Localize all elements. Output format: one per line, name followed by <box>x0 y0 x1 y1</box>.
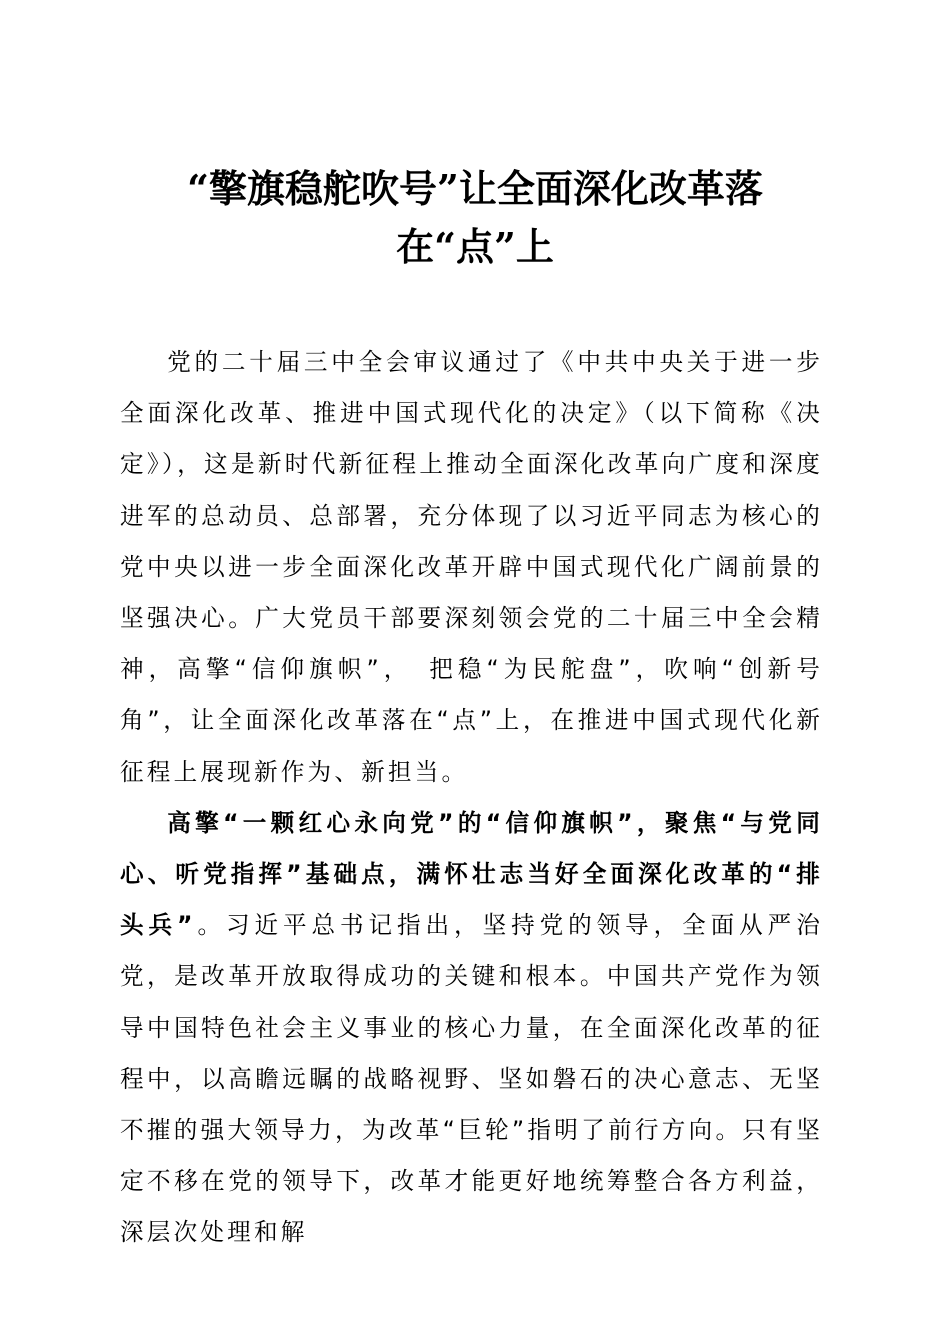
paragraph-2-text: 。习近平总书记指出，坚持党的领导，全面从严治党，是改革开放取得成功的关键和根本。中国共产党作为领导中国特色社会主义事业的核心力量，在全面深化改革的征程中，以高瞻远瞩的战略视野、坚如磐石的决心意志、无坚不摧的强大领导力，为改革“巨轮”指明了前行方向。只有坚定不移在党的领导下，改革才能更好地统筹整合各方利益，深层次处理和解 <box>120 911 823 1247</box>
paragraph-1 <box>120 337 823 798</box>
document-body <box>120 337 823 1259</box>
document-title: “擎旗稳舵吹号”让全面深化改革落在“点”上 <box>187 166 763 269</box>
paragraph-2 <box>120 798 823 1259</box>
paragraph-1-text: 党的二十届三中全会审议通过了《中共中央关于进一步全面深化改革、推进中国式现代化的决定》（以下简称《决定》），这是新时代新征程上推动全面深化改革向广度和深度进军的总动员、总部署，充分体现了以习近平同志为核心的党中央以进一步全面深化改革开辟中国式现代化广阔前景的坚强决心。广大党员干部要深刻领会党的二十届三中全会精神，高擎“信仰旗帜”， 把稳“为民舵盘”，吹响“创新号角”，让全面深化改革落在“点”上，在推进中国式现代化新征程上展现新作为、新担当。 <box>120 348 823 786</box>
paragraph-2-lead: 高擎“一颗红心永向党”的“信仰旗帜”，聚焦“与党同心、听党指挥”基础点，满怀壮志当好全面深化改革的“排头兵” <box>120 808 823 940</box>
